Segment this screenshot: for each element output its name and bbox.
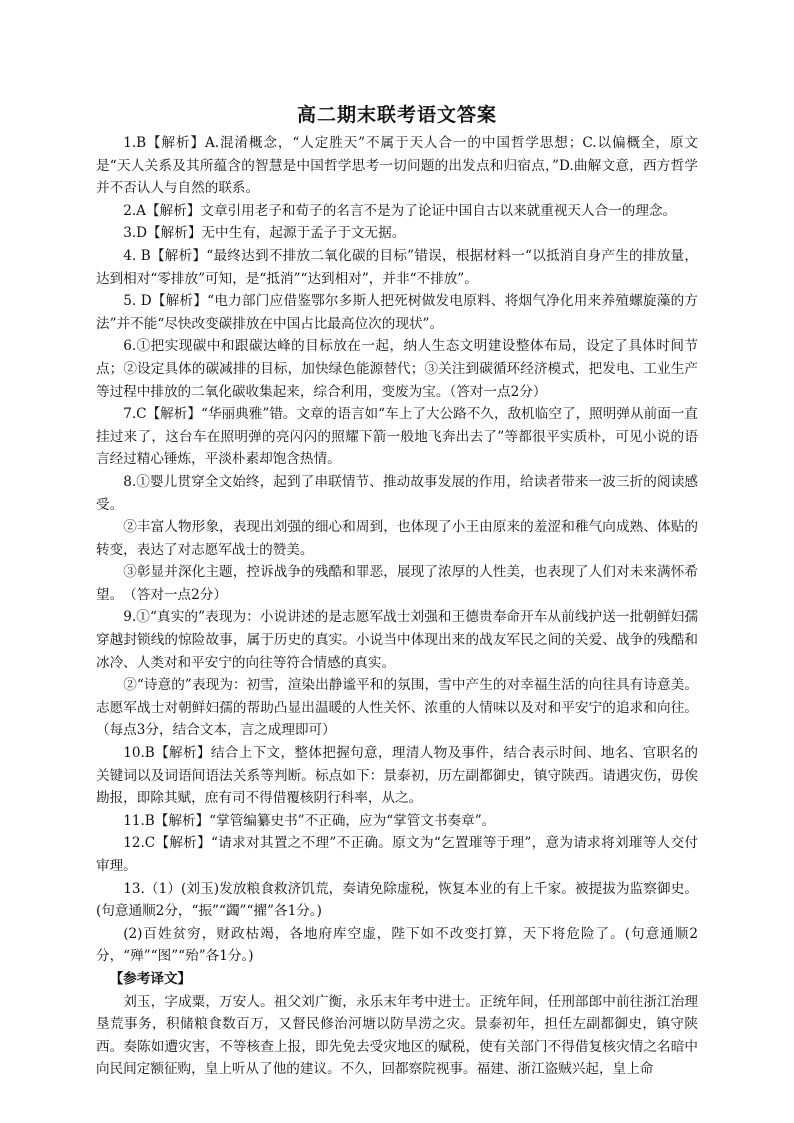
page-title: 高二期末联考语文答案 <box>296 104 497 126</box>
answer-13-part-1: 13.（1）(刘玉)发放粮食救济饥荒，奏请免除虚税，恢复本业的有上千家。被提拔为监察御史。(句意通顺2分，“振”“蠲”“擢”各1分。) <box>96 880 698 920</box>
answer-9-point-1: 9.①“真实的”表现为：小说讲述的是志愿军战士刘强和王德贵奉命开车从前线护送一批朝鲜妇孺穿越封锁线的惊险故事，属于历史的真实。小说当中体现出来的战友军民之间的关爱、战争的残酷和冰冷、人类对和平安宁的向往等符合情感的真实。 <box>96 609 698 671</box>
answer-5: 5. D【解析】“电力部门应借鉴鄂尔多斯人把死树做发电原料、将烟气净化用来养殖螺旋藻的方法”并不能“尽快改变碳排放在中国占比最高位次的现状”。 <box>96 293 698 332</box>
answer-body <box>96 132 698 1081</box>
answer-11: 11.B【解析】“掌管编纂史书”不正确，应为“掌管文书奏章”。 <box>123 812 496 829</box>
answer-sheet <box>96 100 698 1081</box>
answer-9-point-2: ②“诗意的”表现为：初雪，渲染出静谧平和的氛围，雪中产生的对幸福生活的向往具有诗意美。志愿军战士对朝鲜妇孺的帮助凸显出温暖的人性关怀、浓重的人情味以及对和平安宁的追求和向往。（每点3分，结合文本，言之成理即可） <box>96 677 698 739</box>
answer-6: 6.①把实现碳中和跟碳达峰的目标放在一起，纳人生态文明建设整体布局，设定了具体时间节点；②设定具体的碳减排的目标，加快绿色能源替代；③关注到碳循环经济模式，把发电、工业生产等过程中排放的二氧化碳收集起来，综合利用，变废为宝。（答对一点2分） <box>96 338 698 400</box>
reference-translation-text: 刘玉，字成粟，万安人。祖父刘广衡，永乐末年考中进士。正统年间，任刑部郎中前往浙江治理垦荒事务，积储粮食数百万，又督民修治河塘以防旱涝之灾。景泰初年，担任左副都御史，镇守陕西。奏陈如遭灾害，不等核查上报，即先免去受灾地区的赋税，使有关部门不得借复核灾情之名暗中向民间定额征购，皇上听从了他的建议。不久，回都察院视事。福建、浙江盗贼兴起，皇上命 <box>96 993 698 1078</box>
answer-10: 10.B【解析】结合上下文，整体把握句意，理清人物及事件，结合表示时间、地名、官职名的关键词以及词语间语法关系等判断。标点如下：景泰初，历左副都御史，镇守陕西。请遇灾伤，毋俟勘报，即除其赋，庶有司不得借覆核阴行科率，从之。 <box>96 745 698 807</box>
reference-translation-heading: 【参考译文】 <box>109 970 192 987</box>
answer-13-part-2: (2)百姓贫穷，财政枯竭，各地府库空虚，陛下如不改变打算，天下将危险了。(句意通顺2分，“殚”“图”“殆”各1分。) <box>96 925 698 965</box>
answer-1: 1.B【解析】A.混淆概念，“人定胜天”不属于天人合一的中国哲学思想；C.以偏概全，原文是“天人关系及其所蕴含的智慧是中国哲学思考一切问题的出发点和归宿点，”D.曲解文意，西方哲学并不否认人与自然的联系。 <box>96 135 698 197</box>
answer-12: 12.C【解析】“请求对其置之不理”不正确。原文为“乞置璀等于理”，意为请求将刘璀等人交付审理。 <box>96 835 698 874</box>
answer-8-point-1: 8.①婴儿贯穿全文始终，起到了串联情节、推动故事发展的作用，给读者带来一波三折的阅读感受。 <box>96 473 698 513</box>
answer-7: 7.C【解析】“华丽典雅”错。文章的语言如“车上了大公路不久，敌机临空了，照明弹从前面一直挂过来了，这台车在照明弹的亮闪闪的照耀下箭一般地飞奔出去了”等都很平实质朴，可见小说的语言经过精心锤炼，平淡朴素却饱含热情。 <box>96 406 698 468</box>
answer-2: 2.A【解析】文章引用老子和荀子的名言不是为了论证中国自古以来就重视天人合一的理念。 <box>123 202 677 219</box>
answer-4: 4. B【解析】“最终达到不排放二氧化碳的目标”错误，根据材料一“以抵消自身产生的排放量，达到相对“零排放”可知，是“抵消”“达到相对”，并非“不排放”。 <box>96 247 698 287</box>
answer-3: 3.D【解析】无中生有，起源于孟子于文无据。 <box>123 225 406 242</box>
answer-8-point-2: ②丰富人物形象，表现出刘强的细心和周到，也体现了小王由原来的羞涩和稚气向成熟、体贴的转变，表达了对志愿军战士的赞美。 <box>96 519 698 558</box>
answer-8-point-3: ③彰显并深化主题，控诉战争的残酷和罪恶，展现了浓厚的人性美，也表现了人们对未来满怀希望。 （答对一点2分） <box>96 564 698 603</box>
